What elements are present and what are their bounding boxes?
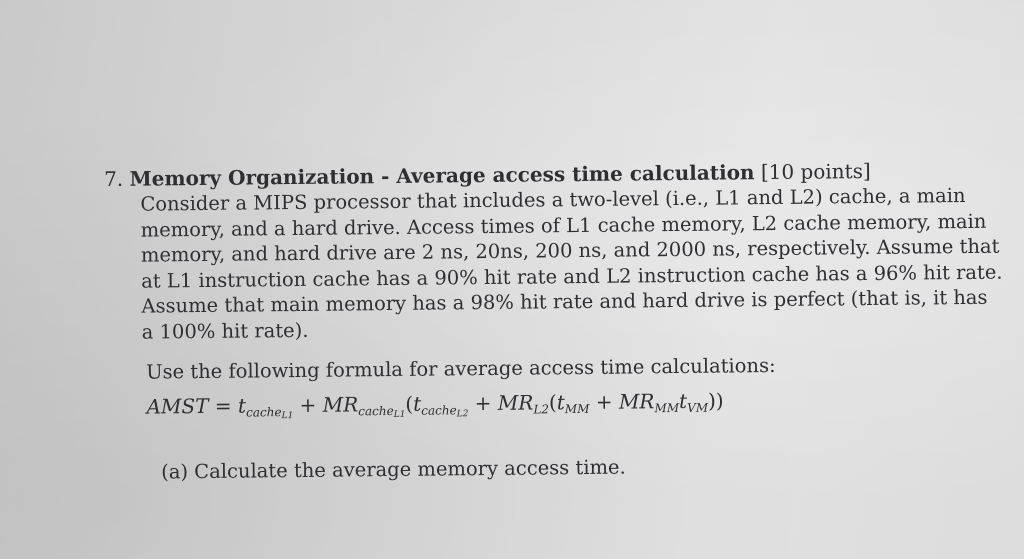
formula-plus: + [468, 390, 498, 415]
body-line: Consider a MIPS processor that includes a two-level (i.e., L1 and L2) cache, a main [140, 183, 966, 216]
formula-sub: cache [246, 404, 282, 420]
body-line: memory, and a hard drive. Access times of L1 cache memory, L2 cache memory, main [140, 209, 987, 242]
formula-paren: )) [707, 388, 724, 413]
formula-equals: = [208, 393, 239, 418]
question-number: 7. [104, 166, 124, 191]
formula-plus: + [589, 389, 619, 414]
formula-term: t [237, 393, 247, 418]
formula-subsub: L1 [281, 410, 294, 421]
body-line: memory, and hard drive are 2 ns, 20ns, 200 ns, and 2000 ns, respectively. Assume that [140, 234, 1000, 267]
formula-term: MR [497, 390, 534, 415]
question-7 [104, 157, 1003, 484]
formula-sub: cache [421, 402, 457, 418]
formula-sub: L2 [533, 401, 550, 417]
question-body [140, 183, 1003, 345]
body-line: at L1 instruction cache has a 90% hit rate and L2 instruction cache has a 96% hit rate. [141, 260, 1003, 293]
formula-subsub: L1 [393, 409, 406, 420]
part-a: (a) Calculate the average memory access time. [161, 455, 626, 483]
formula-term: t [413, 391, 422, 416]
formula-sub: MM [564, 401, 590, 416]
formula-term: MR [618, 388, 655, 414]
formula-intro: Use the following formula for average access time calculations: [146, 353, 776, 384]
formula-paren: ( [405, 391, 414, 416]
formula-sub: MM [654, 400, 680, 415]
formula-term: t [678, 388, 688, 413]
formula-lhs: AMST [146, 393, 209, 419]
formula-sub: VM [687, 400, 709, 415]
question-points: [10 points] [760, 158, 871, 185]
body-line: a 100% hit rate). [141, 318, 309, 344]
amst-formula [146, 382, 956, 433]
formula-sub: cache [358, 403, 394, 418]
question-title: Memory Organization - Average access time calculation [129, 160, 755, 191]
formula-subsub: L2 [456, 408, 469, 419]
formula-term: MR [322, 391, 359, 417]
body-line: Assume that main memory has a 98% hit rate and hard drive is perfect (that is, it has [141, 286, 988, 318]
formula-paren: ( [548, 389, 557, 414]
formula-term: t [556, 389, 565, 414]
formula-plus: + [293, 392, 323, 417]
